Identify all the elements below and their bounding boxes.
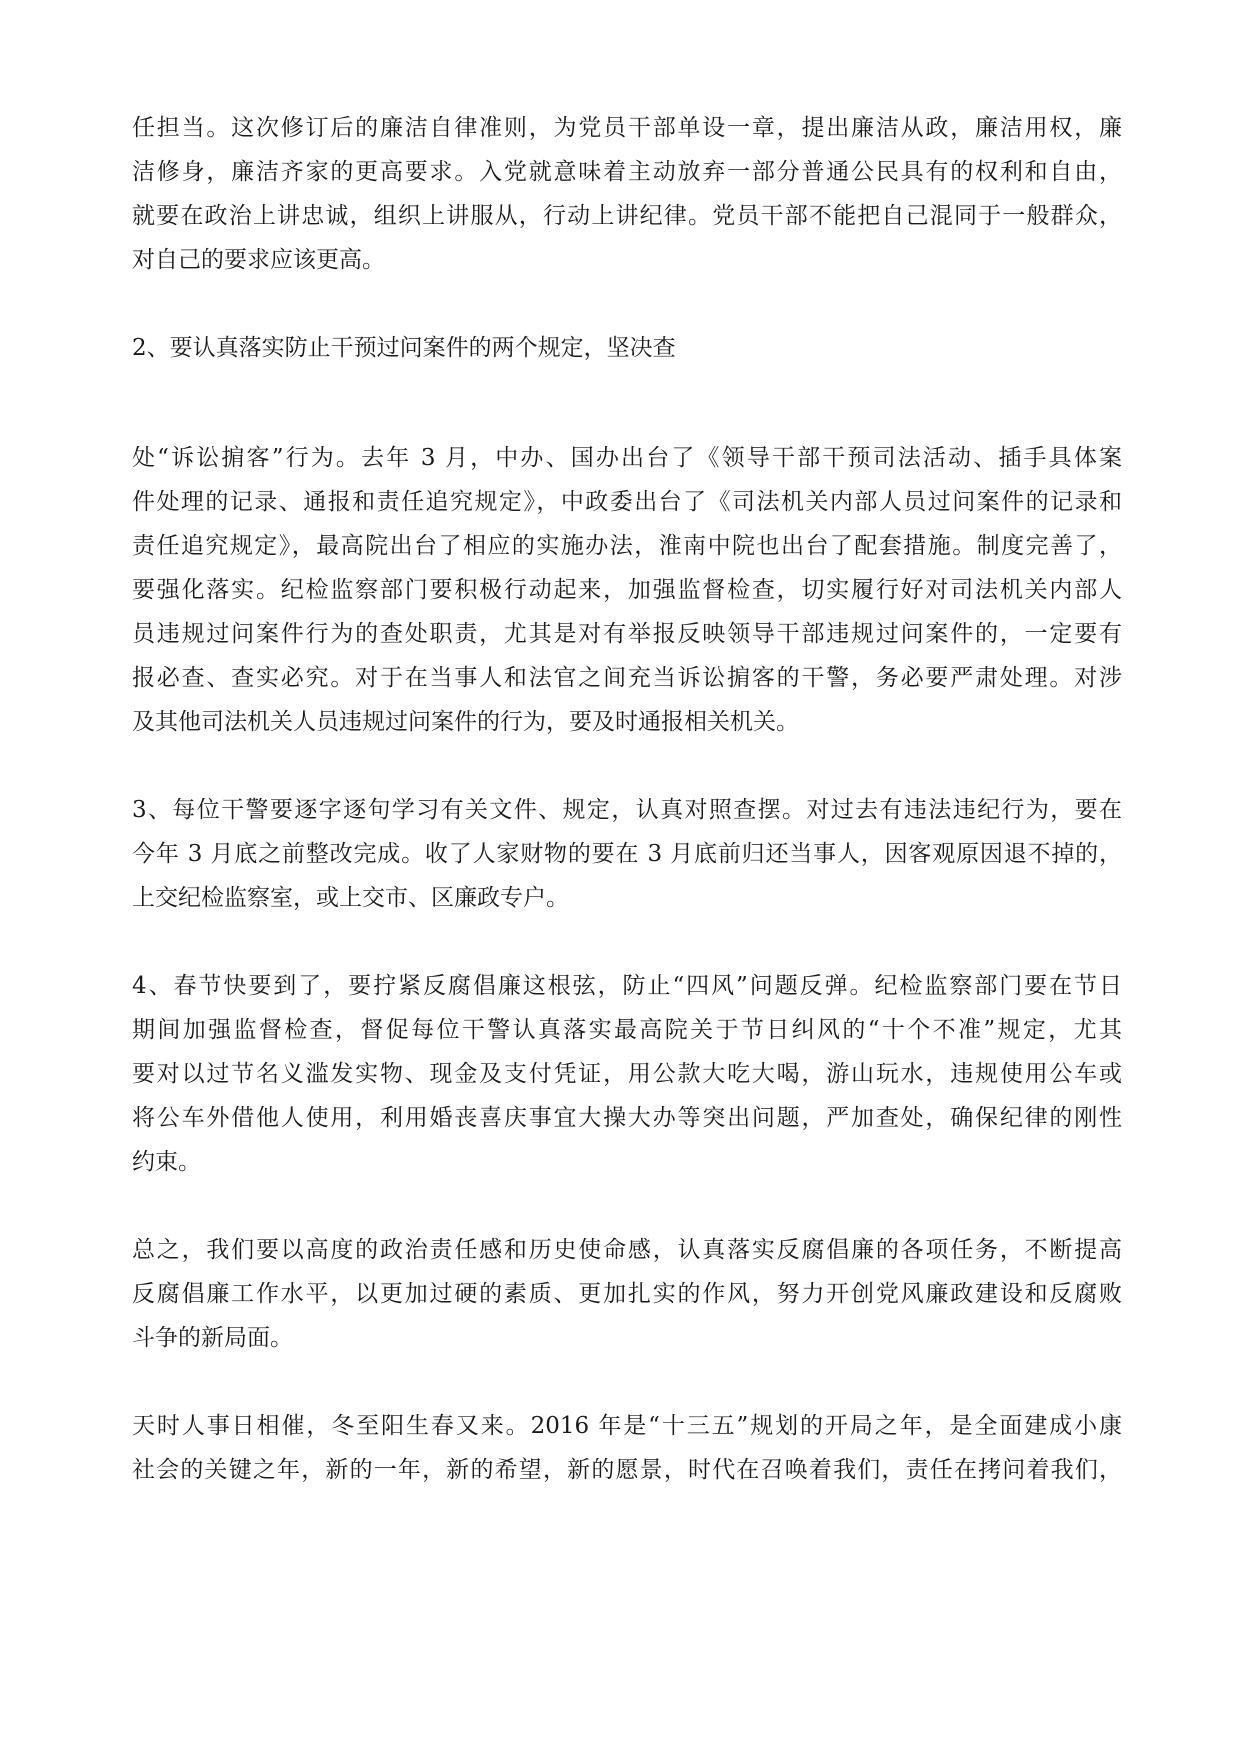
paragraph-item-3 xyxy=(132,788,1122,920)
text-line: 将公车外借他人使用，利用婚丧喜庆事宜大操大办等突出问题，严加查处，确保纪律的刚性 xyxy=(132,1105,1122,1131)
text-line: 要强化落实。纪检监察部门要积极行动起来，加强监督检查，切实履行好对司法机关内部人 xyxy=(132,577,1122,603)
paragraph-conclusion xyxy=(132,1228,1122,1360)
paragraph-item-4 xyxy=(132,964,1122,1184)
text-line: 3、每位干警要逐字逐句学习有关文件、规定，认真对照查摆。对过去有违法违纪行为，要在 xyxy=(132,797,1122,823)
text-line: 处“诉讼掮客”行为。去年 3 月，中办、国办出台了《领导干部干预司法活动、插手具体案 xyxy=(132,445,1122,471)
text-line: 天时人事日相催，冬至阳生春又来。2016 年是“十三五”规划的开局之年，是全面建成小康 xyxy=(132,1413,1122,1439)
text-line: 就要在政治上讲忠诚，组织上讲服从，行动上讲纪律。党员干部不能把自己混同于一般群众， xyxy=(132,203,1122,229)
text-line: 洁修身，廉洁齐家的更高要求。入党就意味着主动放弃一部分普通公民具有的权利和自由， xyxy=(132,159,1122,185)
paragraph-item-2-body xyxy=(132,436,1122,744)
text-line: 责任追究规定》，最高院出台了相应的实施办法，淮南中院也出台了配套措施。制度完善了， xyxy=(132,533,1122,559)
text-line: 4、春节快要到了，要拧紧反腐倡廉这根弦，防止“四风”问题反弹。纪检监察部门要在节日 xyxy=(132,973,1122,999)
text-line: 2、要认真落实防止干预过问案件的两个规定，坚决查 xyxy=(132,335,676,361)
text-line: 要对以过节名义滥发实物、现金及支付凭证，用公款大吃大喝，游山玩水，违规使用公车或 xyxy=(132,1061,1122,1087)
text-line: 上交纪检监察室，或上交市、区廉政专户。 xyxy=(132,885,569,911)
text-line: 社会的关键之年，新的一年，新的希望，新的愿景，时代在召唤着我们，责任在拷问着我们， xyxy=(132,1457,1122,1483)
text-line: 对自己的要求应该更高。 xyxy=(132,247,385,273)
text-line: 任担当。这次修订后的廉洁自律准则，为党员干部单设一章，提出廉洁从政，廉洁用权，廉 xyxy=(132,115,1122,141)
text-line: 总之，我们要以高度的政治责任感和历史使命感，认真落实反腐倡廉的各项任务，不断提高 xyxy=(132,1237,1122,1263)
text-line: 报必查、查实必究。对于在当事人和法官之间充当诉讼掮客的干警，务必要严肃处理。对涉 xyxy=(132,665,1122,691)
paragraph-item-2-heading xyxy=(132,326,1122,370)
text-line: 件处理的记录、通报和责任追究规定》，中政委出台了《司法机关内部人员过问案件的记录和 xyxy=(132,489,1122,515)
text-line: 今年 3 月底之前整改完成。收了人家财物的要在 3 月底前归还当事人，因客观原因退不掉的， xyxy=(132,841,1122,867)
text-line: 反腐倡廉工作水平，以更加过硬的素质、更加扎实的作风，努力开创党风廉政建设和反腐败 xyxy=(132,1281,1122,1307)
text-line: 员违规过问案件行为的查处职责，尤其是对有举报反映领导干部违规过问案件的，一定要有 xyxy=(132,621,1122,647)
text-line: 约束。 xyxy=(132,1149,201,1175)
text-line: 斗争的新局面。 xyxy=(132,1325,293,1351)
paragraph-new-year xyxy=(132,1404,1122,1492)
text-line: 及其他司法机关人员违规过问案件的行为，要及时通报相关机关。 xyxy=(132,709,799,735)
text-line: 期间加强监督检查，督促每位干警认真落实最高院关于节日纠风的“十个不准”规定，尤其 xyxy=(132,1017,1122,1043)
paragraph-integrity xyxy=(132,106,1122,282)
